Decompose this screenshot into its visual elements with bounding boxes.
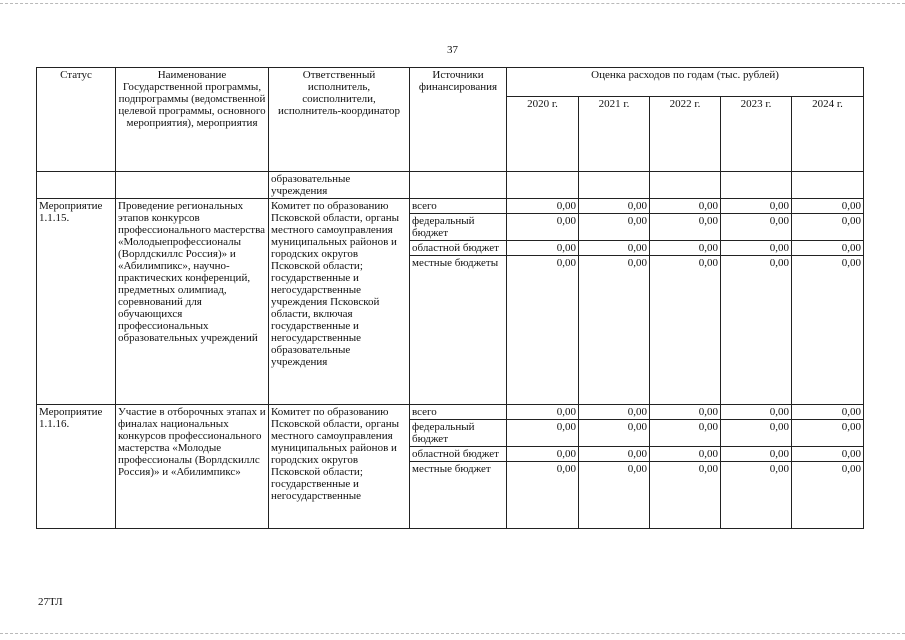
value-2020: 0,00 xyxy=(507,462,579,529)
value-2022: 0,00 xyxy=(650,199,721,214)
header-year-2024: 2024 г. xyxy=(792,97,864,172)
value-2022: 0,00 xyxy=(650,420,721,447)
header-year-2020: 2020 г. xyxy=(507,97,579,172)
value-2021: 0,00 xyxy=(579,405,650,420)
table-header xyxy=(37,68,864,172)
value-2023: 0,00 xyxy=(721,241,792,256)
value-2022: 0,00 xyxy=(650,447,721,462)
value-2020: 0,00 xyxy=(507,256,579,405)
row-responsible: Комитет по образованию Псковской области, органы местного самоуправления муниципальных районов и городских округов Псковской области; государственные и негосударственные xyxy=(269,405,410,529)
value-2021: 0,00 xyxy=(579,199,650,214)
value-2022: 0,00 xyxy=(650,462,721,529)
value-2024: 0,00 xyxy=(792,214,864,241)
value-2022: 0,00 xyxy=(650,214,721,241)
value-2021: 0,00 xyxy=(579,447,650,462)
funding-source: областной бюджет xyxy=(410,447,507,462)
value-2023: 0,00 xyxy=(721,199,792,214)
value-2022: 0,00 xyxy=(650,405,721,420)
document-code: 27ТЛ xyxy=(38,596,63,608)
funding-source: всего xyxy=(410,199,507,214)
funding-source: всего xyxy=(410,405,507,420)
funding-source: федеральный бюджет xyxy=(410,214,507,241)
header-year-2023: 2023 г. xyxy=(721,97,792,172)
value-2023: 0,00 xyxy=(721,447,792,462)
value-2024: 0,00 xyxy=(792,405,864,420)
value-2020: 0,00 xyxy=(507,405,579,420)
continuation-row xyxy=(37,172,864,199)
value-2023: 0,00 xyxy=(721,214,792,241)
scan-edge-top xyxy=(0,3,905,4)
value-2023: 0,00 xyxy=(721,420,792,447)
value-2020: 0,00 xyxy=(507,241,579,256)
continuation-responsible: образовательные учреждения xyxy=(269,172,410,199)
value-2020: 0,00 xyxy=(507,214,579,241)
funding-source: местные бюджеты xyxy=(410,256,507,405)
value-2021: 0,00 xyxy=(579,462,650,529)
budget-table xyxy=(36,67,864,529)
header-sources: Источники финансирования xyxy=(410,68,507,172)
value-2021: 0,00 xyxy=(579,256,650,405)
funding-source: федеральный бюджет xyxy=(410,420,507,447)
value-2024: 0,00 xyxy=(792,256,864,405)
value-2022: 0,00 xyxy=(650,241,721,256)
value-2024: 0,00 xyxy=(792,241,864,256)
value-2023: 0,00 xyxy=(721,256,792,405)
funding-source: областной бюджет xyxy=(410,241,507,256)
row-responsible: Комитет по образованию Псковской области, органы местного самоуправления муниципальных районов и городских округов Псковской области; государственные и негосударственные учреждения Псковской области, включая государственные и негосударственные образовательные учреждения xyxy=(269,199,410,405)
funding-source: местные бюджет xyxy=(410,462,507,529)
value-2024: 0,00 xyxy=(792,420,864,447)
row-name: Участие в отборочных этапах и финалах национальных конкурсов профессионального мастерства «Молодые профессионалы (Ворлдскиллс Россия)» и «Абилимпикс» xyxy=(116,405,269,529)
row-name: Проведение региональных этапов конкурсов профессионального мастерства «Молодыепрофессионалы (Ворлдскиллс Россия)» и «Абилимпикс», научно-практических конференций, предметных олимпиад, соревнований для обучающихся профессиональных образовательных учреждений xyxy=(116,199,269,405)
value-2021: 0,00 xyxy=(579,420,650,447)
value-2024: 0,00 xyxy=(792,199,864,214)
value-2024: 0,00 xyxy=(792,447,864,462)
row-status: Мероприятие 1.1.16. xyxy=(37,405,116,529)
table-row xyxy=(37,405,864,420)
value-2020: 0,00 xyxy=(507,199,579,214)
value-2023: 0,00 xyxy=(721,405,792,420)
header-year-2022: 2022 г. xyxy=(650,97,721,172)
value-2020: 0,00 xyxy=(507,420,579,447)
table-row xyxy=(37,199,864,214)
header-year-2021: 2021 г. xyxy=(579,97,650,172)
value-2022: 0,00 xyxy=(650,256,721,405)
value-2021: 0,00 xyxy=(579,214,650,241)
value-2024: 0,00 xyxy=(792,462,864,529)
scan-edge-bottom xyxy=(0,633,905,634)
value-2020: 0,00 xyxy=(507,447,579,462)
header-expenses: Оценка расходов по годам (тыс. рублей) xyxy=(507,68,864,97)
header-status: Статус xyxy=(37,68,116,172)
page-number: 37 xyxy=(447,44,458,56)
value-2021: 0,00 xyxy=(579,241,650,256)
header-responsible: Ответственный исполнитель, соисполнители, исполнитель-координатор xyxy=(269,68,410,172)
row-status: Мероприятие 1.1.15. xyxy=(37,199,116,405)
header-name: Наименование Государственной программы, подпрограммы (ведомственной целевой программы, основного мероприятия), мероприятия xyxy=(116,68,269,172)
value-2023: 0,00 xyxy=(721,462,792,529)
